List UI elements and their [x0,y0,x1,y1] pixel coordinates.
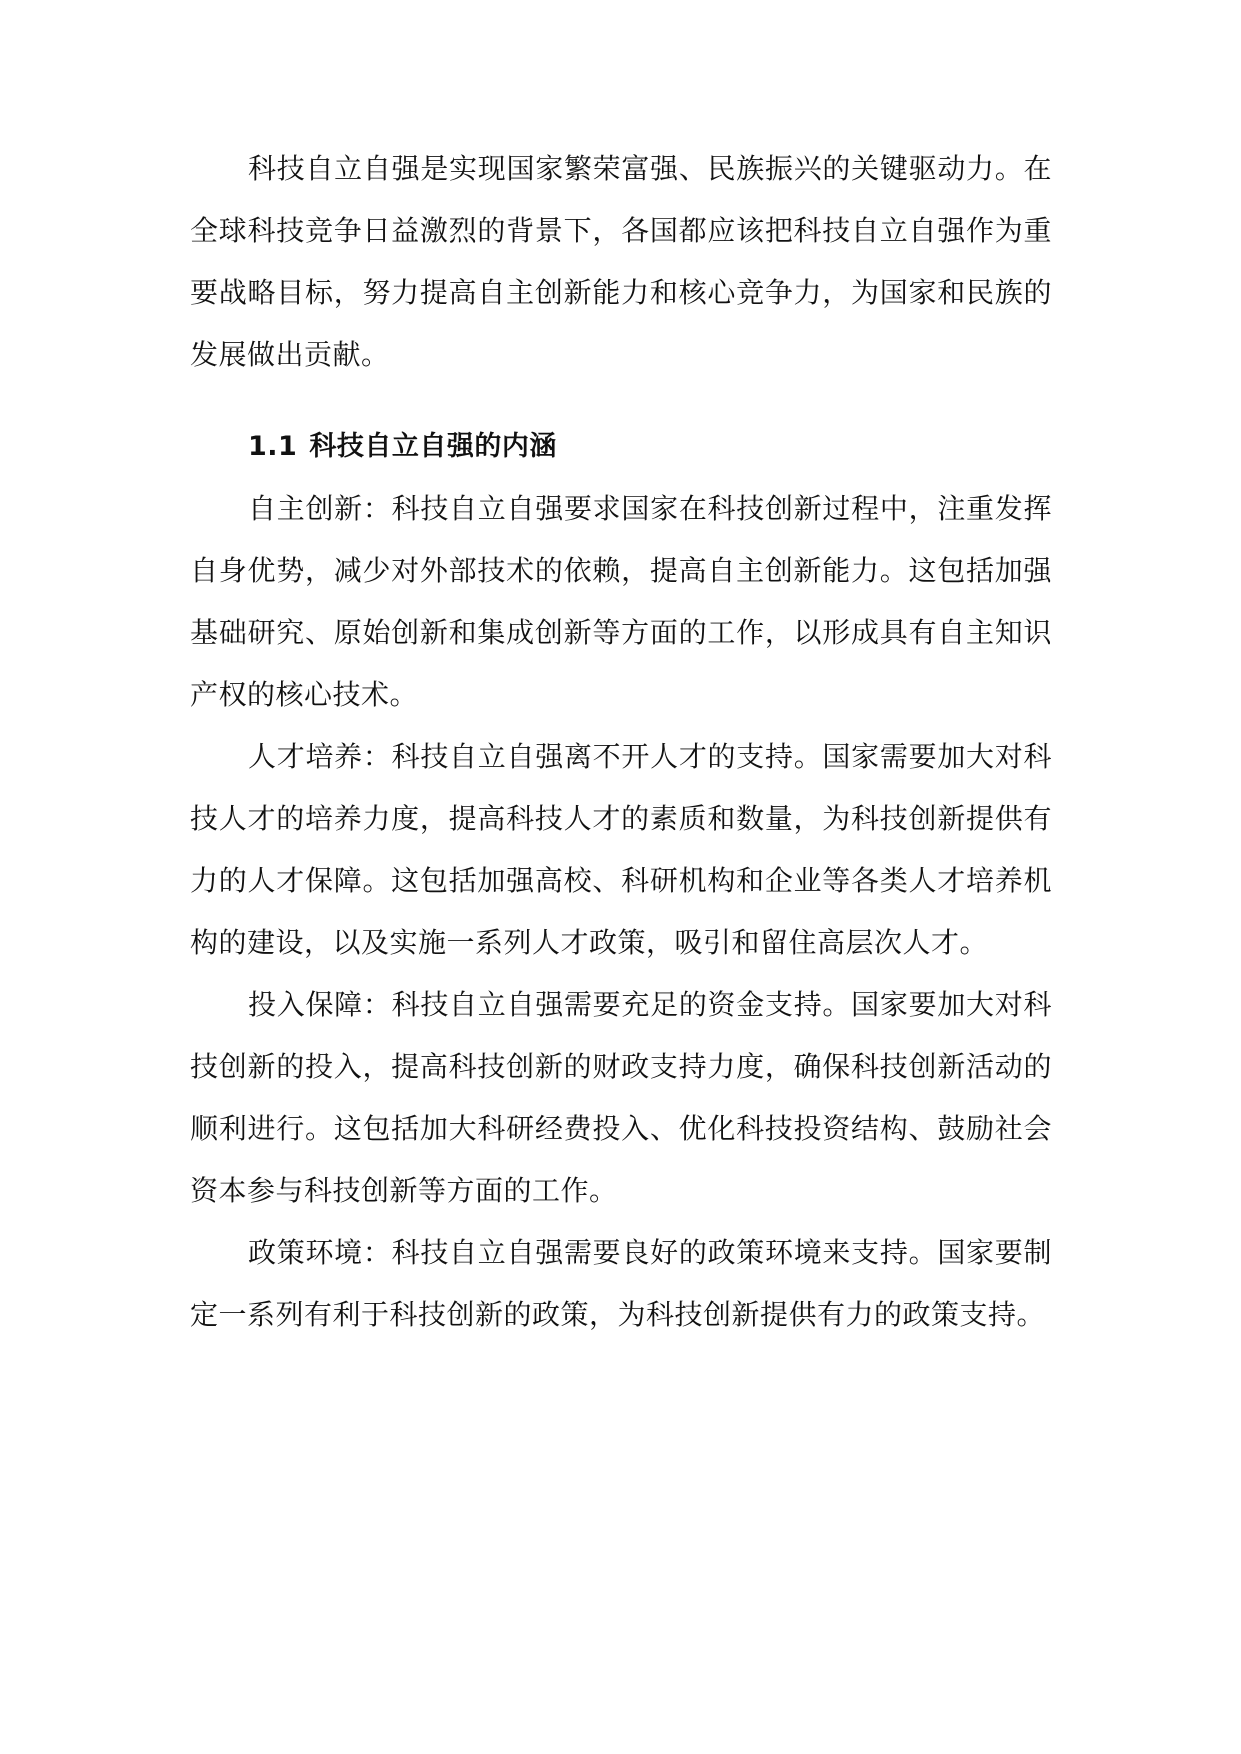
paragraph-policy-environment: 政策环境：科技自立自强需要良好的政策环境来支持。国家要制定一系列有利于科技创新的政策，为科技创新提供有力的政策支持。 [190,1236,1052,1331]
paragraph-independent-innovation: 自主创新：科技自立自强要求国家在科技创新过程中，注重发挥自身优势，减少对外部技术的依赖，提高自主创新能力。这包括加强基础研究、原始创新和集成创新等方面的工作，以形成具有自主知识产权的核心技术。 [190,492,1052,711]
section-number: 1.1 [248,431,298,462]
paragraph-investment-guarantee: 投入保障：科技自立自强需要充足的资金支持。国家要加大对科技创新的投入，提高科技创新的财政支持力度，确保科技创新活动的顺利进行。这包括加大科研经费投入、优化科技投资结构、鼓励社会资本参与科技创新等方面的工作。 [190,988,1052,1207]
section-heading [190,416,1052,478]
section-title: 科技自立自强的内涵 [309,431,557,462]
paragraph-talent-cultivation: 人才培养：科技自立自强离不开人才的支持。国家需要加大对科技人才的培养力度，提高科技人才的素质和数量，为科技创新提供有力的人才保障。这包括加强高校、科研机构和企业等各类人才培养机构的建设，以及实施一系列人才政策，吸引和留住高层次人才。 [190,740,1052,959]
document-body [190,138,1052,1346]
intro-paragraph: 科技自立自强是实现国家繁荣富强、民族振兴的关键驱动力。在全球科技竞争日益激烈的背景下，各国都应该把科技自立自强作为重要战略目标，努力提高自主创新能力和核心竞争力，为国家和民族的发展做出贡献。 [190,152,1052,371]
